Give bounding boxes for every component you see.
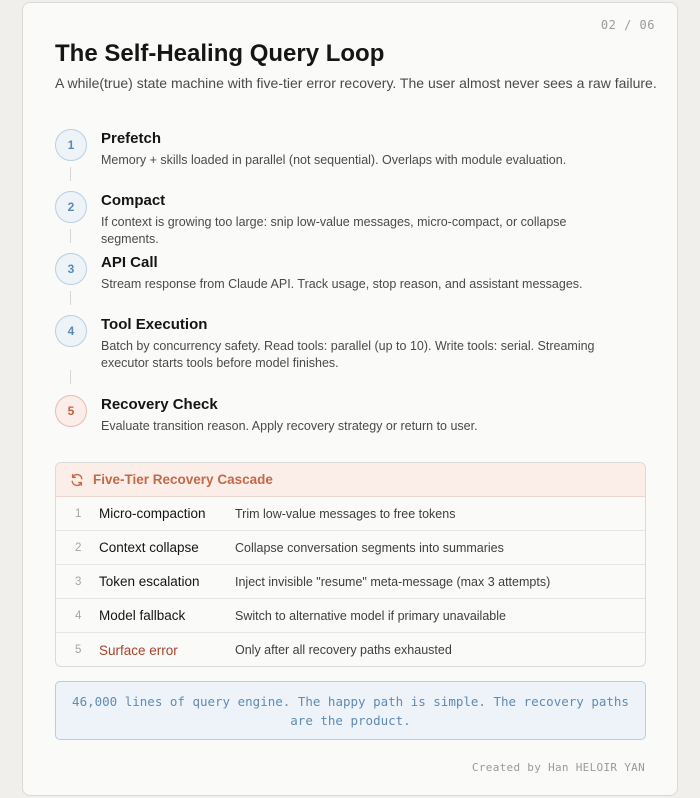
step-description: Evaluate transition reason. Apply recovery strategy or return to user. — [101, 419, 478, 433]
tier-description: Inject invisible "resume" meta-message (max 3 attempts) — [235, 574, 551, 589]
cascade-tier-row — [56, 599, 645, 633]
tier-number: 1 — [75, 507, 82, 520]
refresh-icon — [70, 473, 84, 487]
step-title: Tool Execution — [101, 316, 208, 333]
tier-number: 5 — [75, 644, 82, 656]
tier-number: 4 — [75, 609, 82, 622]
step-number-badge: 1 — [55, 129, 87, 161]
recovery-cascade-panel — [55, 462, 646, 667]
step-connector — [70, 291, 71, 305]
step-description: Memory + skills loaded in parallel (not sequential). Overlaps with module evaluation. — [101, 153, 567, 167]
tier-description: Only after all recovery paths exhausted — [235, 643, 452, 657]
step-description: If context is growing too large: snip low-value messages, micro-compact, or collapse segments. — [101, 215, 567, 246]
cascade-tier-row — [56, 565, 645, 599]
tier-description: Switch to alternative model if primary unavailable — [235, 608, 506, 623]
tier-name: Micro-compaction — [99, 506, 206, 521]
author-credit: Created by Han HELOIR YAN — [471, 761, 645, 774]
tier-description: Trim low-value messages to free tokens — [235, 506, 456, 521]
step-description: Batch by concurrency safety. Read tools: parallel (up to 10). Write tools: serial. Streaming executor starts tools before model finishes. — [101, 339, 595, 370]
tier-name: Surface error — [99, 642, 178, 658]
step-title: API Call — [101, 254, 158, 271]
tier-name: Token escalation — [99, 574, 200, 589]
step-title: Recovery Check — [101, 396, 218, 413]
tier-name: Context collapse — [99, 540, 199, 555]
step-title: Compact — [101, 192, 166, 209]
callout-quote: 46,000 lines of query engine. The happy path is simple. The recovery paths are the product. — [55, 681, 646, 740]
step-title: Prefetch — [101, 130, 162, 147]
step-number-badge: 3 — [55, 253, 87, 285]
cascade-tier-row — [56, 633, 645, 667]
cascade-title: Five-Tier Recovery Cascade — [93, 472, 273, 487]
step-connector — [70, 167, 71, 181]
step-description: Stream response from Claude API. Track usage, stop reason, and assistant messages. — [101, 277, 583, 291]
tier-description: Collapse conversation segments into summaries — [235, 540, 504, 555]
page-title: The Self-Healing Query Loop — [55, 40, 385, 67]
tier-number: 2 — [75, 541, 82, 554]
step-number-badge: 5 — [55, 395, 87, 427]
step-number-badge: 4 — [55, 315, 87, 347]
step-number-badge: 2 — [55, 191, 87, 223]
cascade-tier-row — [56, 497, 645, 531]
tier-number: 3 — [75, 575, 82, 588]
cascade-header — [56, 463, 645, 497]
step-connector — [70, 229, 71, 243]
tier-name: Model fallback — [99, 608, 186, 623]
step-connector — [70, 370, 71, 384]
cascade-tier-row — [56, 531, 645, 565]
slide-card — [22, 2, 678, 796]
page-subtitle: A while(true) state machine with five-tier error recovery. The user almost never sees a raw failure. — [55, 75, 657, 91]
page-counter: 02 / 06 — [600, 18, 655, 32]
